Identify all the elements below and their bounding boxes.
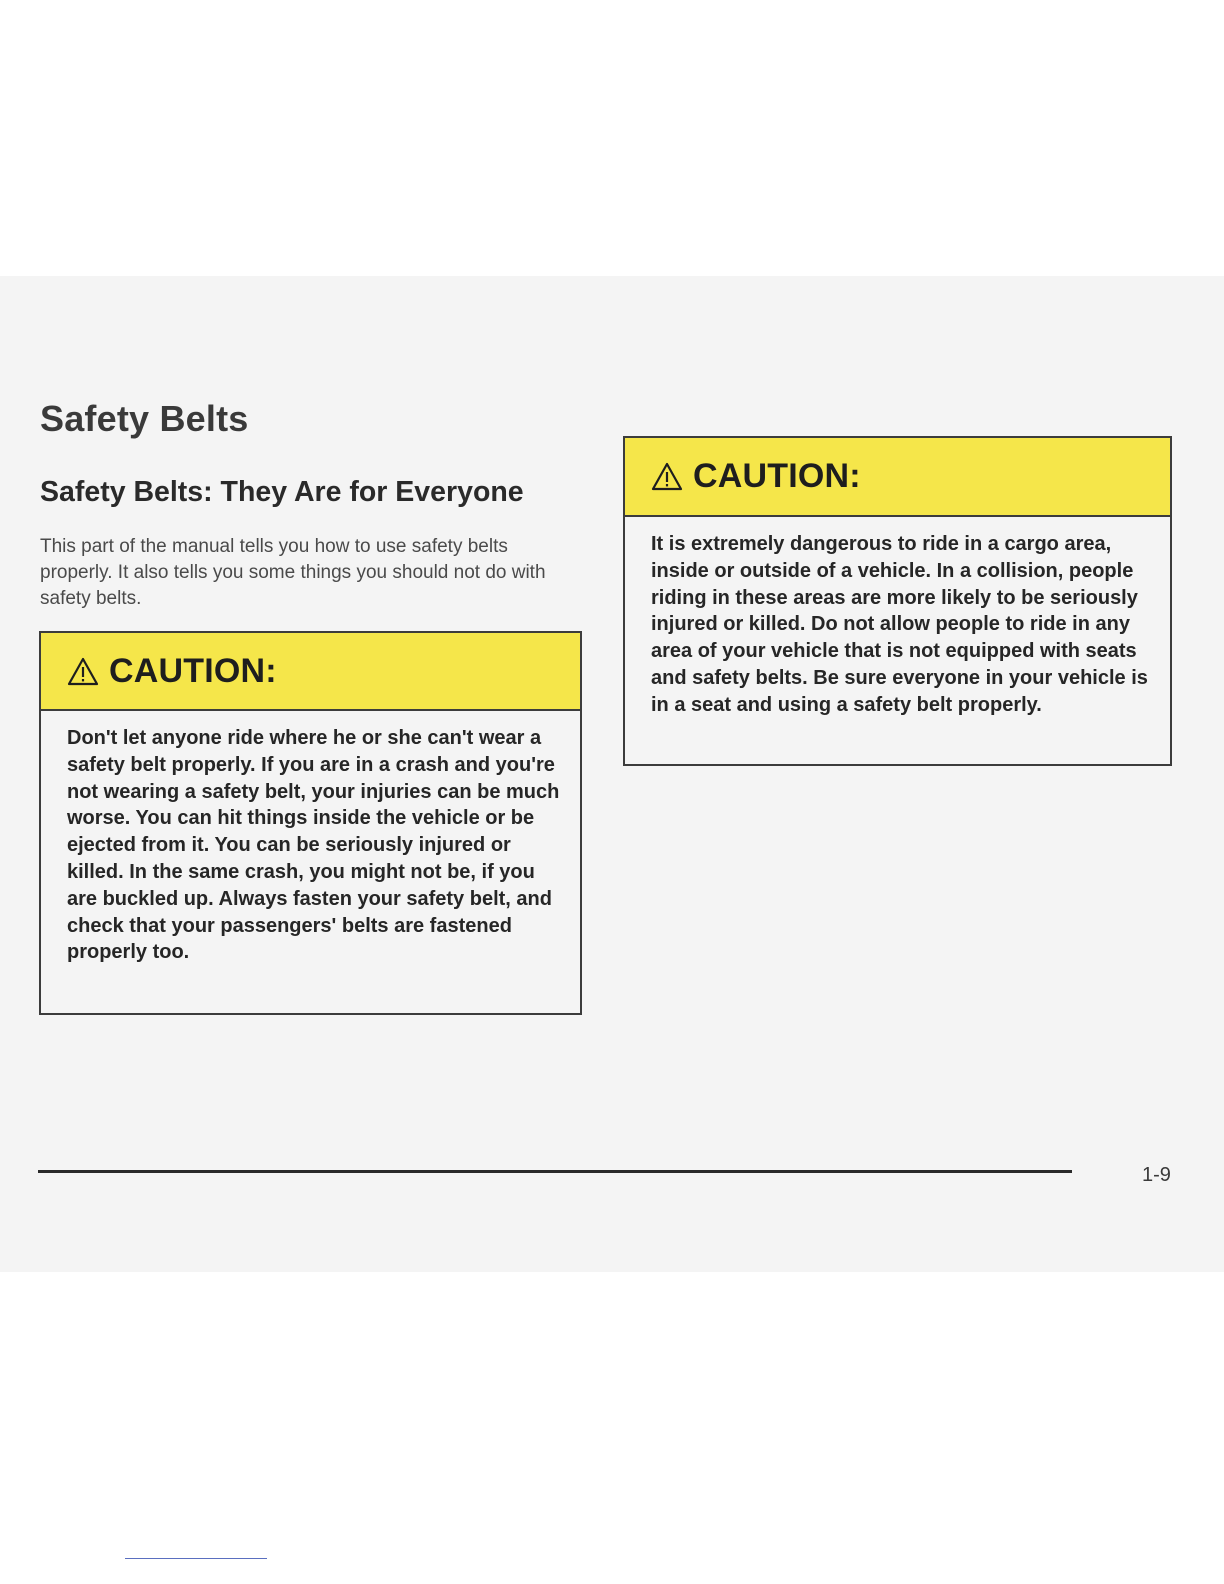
footer-divider [38, 1170, 1072, 1173]
warning-triangle-icon [67, 657, 99, 686]
caution-text: It is extremely dangerous to ride in a cargo area, inside or outside of a vehicle. In a collision, people riding in these areas are more likely to be seriously injured or killed. Do not allow people to ride in any area of your vehicle that is not equipped with seats and safety belts. Be sure everyone in your vehicle is in a seat and using a safety belt properly. [651, 533, 1148, 716]
caution-box-right [623, 436, 1172, 766]
caution-box-left [39, 631, 582, 1015]
caution-header [41, 633, 580, 711]
caution-header [625, 438, 1170, 517]
page-number: 1-9 [1142, 1164, 1171, 1186]
intro-paragraph: This part of the manual tells you how to use safety belts properly. It also tells you some things you should not do with safety belts. [40, 536, 546, 609]
warning-triangle-icon [651, 462, 683, 491]
subsection-title: Safety Belts: They Are for Everyone [40, 476, 524, 508]
section-title: Safety Belts [40, 398, 249, 439]
bottom-link-underline [125, 1558, 267, 1559]
caution-text: Don't let anyone ride where he or she can't wear a safety belt properly. If you are in a crash and you're not wearing a safety belt, your injuries can be much worse. You can hit things inside the vehicle or be ejected from it. You can be seriously injured or killed. In the same crash, you might not be, if you are buckled up. Always fasten your safety belt, and check that your passengers' belts are fastened properly too. [67, 727, 560, 964]
caution-label: CAUTION: [693, 457, 861, 495]
caution-label: CAUTION: [109, 651, 277, 690]
